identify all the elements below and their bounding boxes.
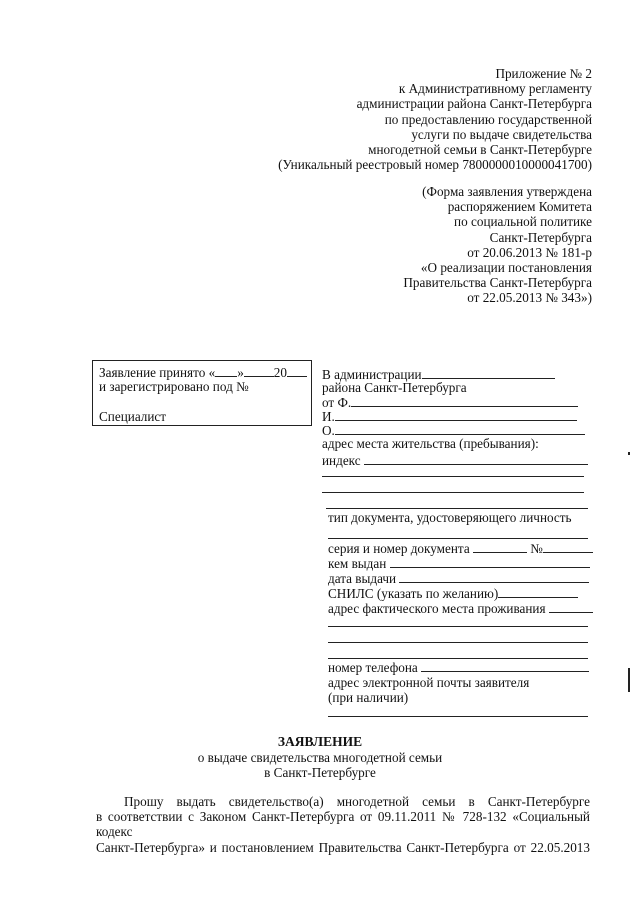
registered-label: и зарегистрировано под № bbox=[99, 379, 249, 394]
registered-row bbox=[99, 379, 249, 394]
doc-type-label: тип документа, удостоверяющего личность bbox=[328, 510, 572, 525]
email-field[interactable] bbox=[328, 716, 588, 717]
snils-field[interactable] bbox=[498, 585, 578, 598]
doc-number-field[interactable] bbox=[543, 540, 593, 553]
form-approval-note bbox=[403, 184, 592, 306]
statement-body-line: Прошу выдать свидетельство(а) многодетной семьи в Санкт-Петербурге bbox=[124, 794, 590, 809]
form-note-line: от 20.06.2013 № 181-р bbox=[467, 244, 592, 260]
year-prefix: 20 bbox=[273, 365, 287, 380]
phone-field[interactable] bbox=[421, 659, 589, 672]
appendix-line: Приложение № 2 bbox=[495, 66, 592, 81]
issued-by-field[interactable] bbox=[390, 555, 590, 568]
actual-address-line-2[interactable] bbox=[328, 642, 588, 643]
phone-row bbox=[328, 659, 589, 675]
scan-artifact bbox=[628, 668, 630, 692]
surname-field[interactable] bbox=[351, 394, 578, 407]
email-label: адрес электронной почты заявителя bbox=[328, 675, 530, 690]
snils-row bbox=[328, 585, 578, 601]
admin-field[interactable] bbox=[422, 366, 555, 379]
patronymic-label: О. bbox=[322, 423, 335, 438]
month-field[interactable] bbox=[244, 364, 274, 377]
phone-label: номер телефона bbox=[328, 660, 418, 675]
specialist-row bbox=[99, 409, 166, 424]
issue-date-row bbox=[328, 570, 589, 586]
form-note-line: по социальной политике bbox=[454, 214, 592, 230]
appendix-line: по предоставлению государственной bbox=[384, 111, 592, 127]
form-note-line: (Форма заявления утверждена bbox=[422, 184, 592, 199]
actual-address-line-1[interactable] bbox=[328, 626, 588, 627]
district-label: района Санкт-Петербурга bbox=[322, 380, 467, 395]
actual-address-row bbox=[328, 600, 593, 616]
registration-box bbox=[92, 360, 312, 426]
actual-address-field[interactable] bbox=[549, 600, 593, 613]
issued-by-row bbox=[328, 555, 590, 571]
firstname-field[interactable] bbox=[335, 408, 577, 421]
doc-series-label: серия и номер документа bbox=[328, 541, 470, 556]
appendix-line: к Административному регламенту bbox=[398, 81, 592, 97]
statement-subtitle-2: в Санкт-Петербурге bbox=[264, 765, 376, 780]
form-note-line: от 22.05.2013 № 343») bbox=[467, 290, 592, 306]
doc-series-field[interactable] bbox=[473, 540, 527, 553]
index-label: индекс bbox=[322, 453, 361, 468]
quote-close: » bbox=[237, 365, 244, 380]
doc-no-sign: № bbox=[530, 541, 543, 556]
index-field[interactable] bbox=[364, 452, 588, 465]
appendix-line: многодетной семьи в Санкт-Петербурге bbox=[368, 142, 592, 158]
form-note-line: Правительства Санкт-Петербурга bbox=[403, 275, 592, 291]
specialist-label: Специалист bbox=[99, 409, 167, 424]
appendix-line: услуги по выдаче свидетельства bbox=[411, 126, 592, 142]
statement-body-line: Санкт-Петербурга» и постановлением Правительства Санкт-Петербурга от 22.05.2013 bbox=[96, 839, 590, 855]
form-note-line: распоряжением Комитета bbox=[447, 199, 592, 215]
email-note: (при наличии) bbox=[328, 690, 409, 705]
statement-title: ЗАЯВЛЕНИЕ bbox=[277, 734, 363, 749]
form-note-line: «О реализации постановления bbox=[420, 260, 592, 276]
patronymic-field[interactable] bbox=[335, 422, 585, 435]
issued-by-label: кем выдан bbox=[328, 556, 387, 571]
statement-body-line: в соответствии с Законом Санкт-Петербурга от 09.11.2011 № 728-132 «Социальный кодекс bbox=[96, 809, 590, 840]
address-line-1[interactable] bbox=[322, 476, 584, 477]
snils-label: СНИЛС (указать по желанию) bbox=[328, 586, 499, 601]
address-line-3[interactable] bbox=[326, 508, 588, 509]
doc-series-row bbox=[328, 540, 593, 556]
issue-date-field[interactable] bbox=[399, 570, 589, 583]
address-line-2[interactable] bbox=[322, 492, 584, 493]
doc-type-field[interactable] bbox=[328, 538, 588, 539]
appendix-line: администрации района Санкт-Петербурга bbox=[356, 96, 592, 112]
form-note-line: Санкт-Петербурга bbox=[489, 229, 592, 245]
scan-artifact bbox=[628, 452, 630, 455]
actual-address-label: адрес фактического места проживания bbox=[328, 601, 546, 616]
index-row bbox=[322, 452, 588, 468]
surname-label: от Ф. bbox=[322, 395, 352, 410]
admin-label: В администрации bbox=[322, 367, 422, 382]
accepted-label: Заявление принято « bbox=[99, 365, 216, 380]
day-field[interactable] bbox=[215, 364, 237, 377]
address-label: адрес места жительства (пребывания): bbox=[322, 436, 539, 451]
appendix-line: (Уникальный реестровый номер 7800000010000041700) bbox=[278, 157, 592, 173]
statement-subtitle-1: о выдаче свидетельства многодетной семьи bbox=[197, 750, 443, 765]
firstname-label: И. bbox=[322, 409, 335, 424]
year-field[interactable] bbox=[287, 364, 307, 377]
issue-date-label: дата выдачи bbox=[328, 571, 397, 586]
statement-body bbox=[96, 794, 590, 855]
registration-accepted-row bbox=[99, 364, 307, 380]
appendix-header bbox=[278, 66, 592, 172]
